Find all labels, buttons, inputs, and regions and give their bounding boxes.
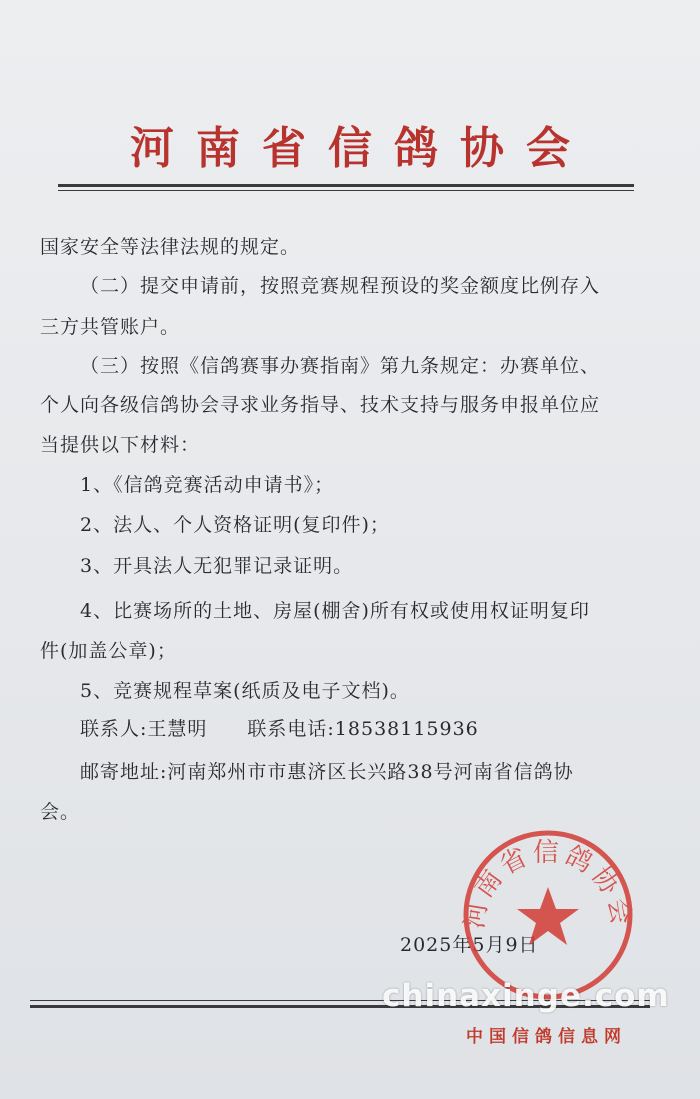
body-line: 5、竞赛规程草案(纸质及电子文档)。 <box>80 680 410 702</box>
watermark-url: chinaxinge.com <box>382 978 670 1014</box>
letterhead-title: 河南省信鸽协会 <box>130 123 592 174</box>
address-line-cont: 会。 <box>40 801 81 823</box>
address-line: 邮寄地址:河南郑州市市惠济区长兴路38号河南省信鸽协 <box>80 761 574 783</box>
body-line: 4、比赛场所的土地、房屋(棚舍)所有权或使用权证明复印 <box>80 600 590 622</box>
header-rule-thick <box>58 184 634 187</box>
body-line: 1、《信鸽竞赛活动申请书》； <box>80 474 335 496</box>
body-line: （二）提交申请前，按照竞赛规程预设的奖金额度比例存入 <box>80 275 601 297</box>
body-line: 国家安全等法律法规的规定。 <box>40 236 301 258</box>
body-line: 件(加盖公章)； <box>40 640 177 662</box>
watermark-site-name: 中国信鸽信息网 <box>466 1027 627 1047</box>
contact-line: 联系人:王慧明 联系电话:18538115936 <box>80 718 479 740</box>
body-line: （三）按照《信鸽赛事办赛指南》第九条规定：办赛单位、 <box>80 355 601 377</box>
body-line: 3、开具法人无犯罪记录证明。 <box>80 555 354 577</box>
body-line: 当提供以下材料： <box>40 434 201 456</box>
body-line: 三方共管账户。 <box>40 316 181 338</box>
seal-text: 河南省信鸽协会 <box>459 838 637 931</box>
body-line: 2、法人、个人资格证明(复印件)； <box>80 514 390 536</box>
header-rule-thin <box>58 190 634 191</box>
signature-date: 2025年5月9日 <box>400 934 539 956</box>
body-line: 个人向各级信鸽协会寻求业务指导、技术支持与服务申报单位应 <box>40 394 601 416</box>
